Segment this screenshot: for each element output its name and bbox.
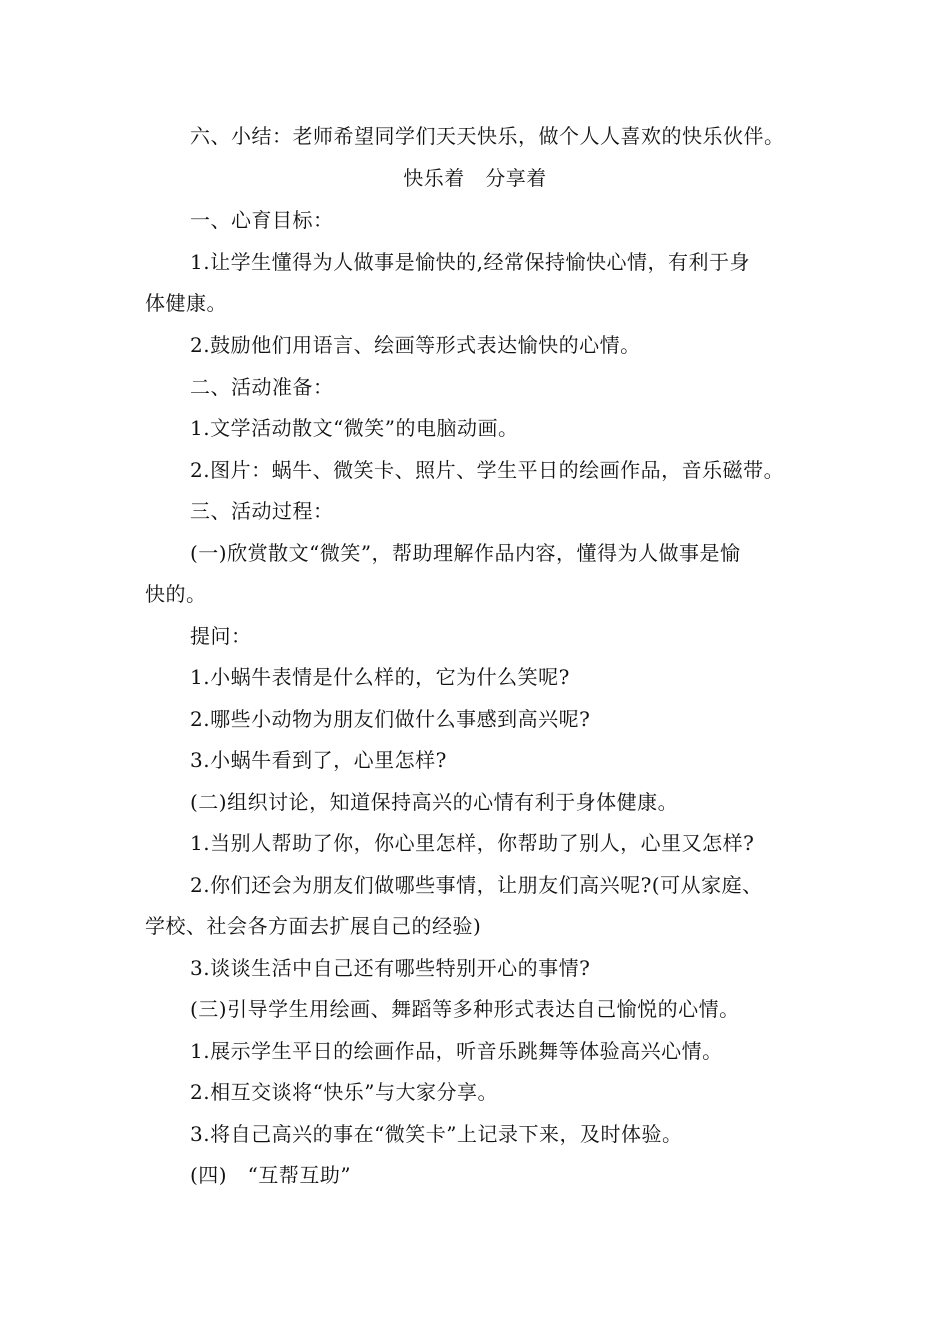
section-title: 快乐着 分享着: [403, 166, 547, 190]
goal-item-1-cont: 体健康。: [145, 291, 227, 315]
heading-process: 三、活动过程：: [190, 499, 334, 523]
question-2: 2.哪些小动物为朋友们做什么事感到高兴呢?: [190, 707, 591, 731]
question-3: 3.小蜗牛看到了，心里怎样?: [190, 748, 447, 772]
process-part-3: (三)引导学生用绘画、舞蹈等多种形式表达自己愉悦的心情。: [190, 997, 740, 1021]
heading-preparation: 二、活动准备：: [190, 375, 334, 399]
process-part-2: (二)组织讨论，知道保持高兴的心情有利于身体健康。: [190, 790, 679, 814]
summary-line: 六、小结：老师希望同学们天天快乐，做个人人喜欢的快乐伙伴。: [190, 124, 785, 148]
goal-item-1: 1.让学生懂得为人做事是愉快的,经常保持愉快心情，有利于身: [190, 250, 750, 274]
process-part-4: (四) “互帮互助”: [190, 1163, 352, 1187]
heading-goals: 一、心育目标：: [190, 208, 334, 232]
process-part-1-cont: 快的。: [145, 582, 207, 606]
expression-2: 2.相互交谈将“快乐”与大家分享。: [190, 1080, 499, 1104]
questions-label: 提问：: [190, 624, 252, 648]
discussion-2-cont: 学校、社会各方面去扩展自己的经验): [145, 914, 482, 938]
question-1: 1.小蜗牛表情是什么样的，它为什么笑呢?: [190, 665, 570, 689]
goal-item-2: 2.鼓励他们用语言、绘画等形式表达愉快的心情。: [190, 333, 641, 357]
discussion-3: 3.谈谈生活中自己还有哪些特别开心的事情?: [190, 956, 591, 980]
expression-1: 1.展示学生平日的绘画作品，听音乐跳舞等体验高兴心情。: [190, 1039, 723, 1063]
expression-3: 3.将自己高兴的事在“微笑卡”上记录下来，及时体验。: [190, 1122, 683, 1146]
prep-item-1: 1.文学活动散文“微笑”的电脑动画。: [190, 416, 519, 440]
discussion-2: 2.你们还会为朋友们做哪些事情，让朋友们高兴呢?(可从家庭、: [190, 873, 763, 897]
discussion-1: 1.当别人帮助了你，你心里怎样，你帮助了别人，心里又怎样?: [190, 831, 755, 855]
process-part-1: (一)欣赏散文“微笑”，帮助理解作品内容，懂得为人做事是愉: [190, 541, 741, 565]
prep-item-2: 2.图片：蜗牛、微笑卡、照片、学生平日的绘画作品，音乐磁带。: [190, 458, 785, 482]
